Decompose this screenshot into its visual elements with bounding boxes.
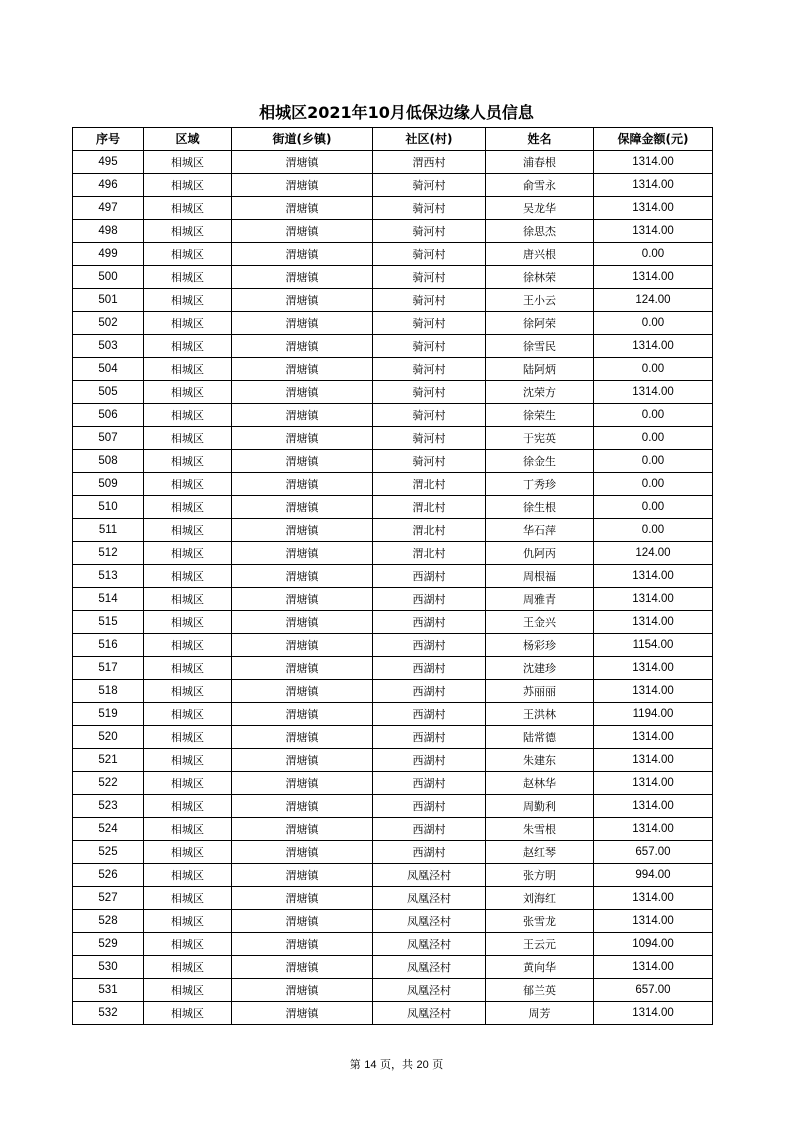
- cell-serial: 504: [73, 358, 144, 381]
- cell-serial: 530: [73, 956, 144, 979]
- header-amount: 保障金额(元): [594, 128, 713, 151]
- cell-district: 相城区: [144, 220, 232, 243]
- cell-amount: 1314.00: [594, 795, 713, 818]
- cell-street-town: 渭塘镇: [232, 404, 373, 427]
- cell-street-town: 渭塘镇: [232, 312, 373, 335]
- cell-community-village: 凤凰泾村: [373, 956, 486, 979]
- table-row: [73, 174, 713, 197]
- header-name: 姓名: [486, 128, 594, 151]
- cell-amount: 1314.00: [594, 887, 713, 910]
- cell-community-village: 西湖村: [373, 818, 486, 841]
- cell-community-village: 西湖村: [373, 749, 486, 772]
- table-row: [73, 956, 713, 979]
- cell-district: 相城区: [144, 749, 232, 772]
- cell-name: 浦春根: [486, 151, 594, 174]
- cell-serial: 508: [73, 450, 144, 473]
- cell-amount: 0.00: [594, 404, 713, 427]
- cell-name: 徐荣生: [486, 404, 594, 427]
- cell-district: 相城区: [144, 312, 232, 335]
- cell-community-village: 渭北村: [373, 519, 486, 542]
- cell-name: 朱建东: [486, 749, 594, 772]
- cell-amount: 0.00: [594, 312, 713, 335]
- table-row: [73, 795, 713, 818]
- cell-name: 陆阿炳: [486, 358, 594, 381]
- cell-district: 相城区: [144, 864, 232, 887]
- cell-name: 陆常德: [486, 726, 594, 749]
- table-row: [73, 289, 713, 312]
- cell-street-town: 渭塘镇: [232, 220, 373, 243]
- cell-street-town: 渭塘镇: [232, 703, 373, 726]
- cell-serial: 495: [73, 151, 144, 174]
- cell-amount: 657.00: [594, 841, 713, 864]
- cell-district: 相城区: [144, 565, 232, 588]
- table-row: [73, 496, 713, 519]
- cell-amount: 0.00: [594, 427, 713, 450]
- cell-amount: 1314.00: [594, 772, 713, 795]
- cell-amount: 1314.00: [594, 611, 713, 634]
- cell-street-town: 渭塘镇: [232, 427, 373, 450]
- cell-name: 刘海红: [486, 887, 594, 910]
- cell-name: 王小云: [486, 289, 594, 312]
- header-district: 区域: [144, 128, 232, 151]
- cell-district: 相城区: [144, 588, 232, 611]
- cell-name: 郁兰英: [486, 979, 594, 1002]
- cell-community-village: 西湖村: [373, 588, 486, 611]
- cell-amount: 0.00: [594, 473, 713, 496]
- cell-serial: 525: [73, 841, 144, 864]
- cell-district: 相城区: [144, 611, 232, 634]
- cell-amount: 1094.00: [594, 933, 713, 956]
- cell-name: 赵红琴: [486, 841, 594, 864]
- cell-amount: 1314.00: [594, 197, 713, 220]
- cell-serial: 502: [73, 312, 144, 335]
- cell-serial: 527: [73, 887, 144, 910]
- table-row: [73, 772, 713, 795]
- cell-name: 杨彩珍: [486, 634, 594, 657]
- cell-district: 相城区: [144, 358, 232, 381]
- cell-community-village: 西湖村: [373, 634, 486, 657]
- document-title: 相城区2021年10月低保边缘人员信息: [259, 103, 534, 122]
- table-body: [73, 151, 713, 1025]
- cell-name: 朱雪根: [486, 818, 594, 841]
- cell-serial: 497: [73, 197, 144, 220]
- cell-serial: 531: [73, 979, 144, 1002]
- cell-district: 相城区: [144, 887, 232, 910]
- cell-street-town: 渭塘镇: [232, 243, 373, 266]
- cell-name: 王云元: [486, 933, 594, 956]
- cell-district: 相城区: [144, 243, 232, 266]
- cell-district: 相城区: [144, 473, 232, 496]
- cell-name: 于宪英: [486, 427, 594, 450]
- cell-name: 俞雪永: [486, 174, 594, 197]
- cell-amount: 0.00: [594, 358, 713, 381]
- cell-serial: 513: [73, 565, 144, 588]
- cell-name: 周芳: [486, 1002, 594, 1025]
- cell-street-town: 渭塘镇: [232, 174, 373, 197]
- cell-community-village: 骑河村: [373, 427, 486, 450]
- cell-community-village: 骑河村: [373, 220, 486, 243]
- cell-serial: 496: [73, 174, 144, 197]
- table-row: [73, 588, 713, 611]
- cell-amount: 1314.00: [594, 220, 713, 243]
- cell-name: 仇阿丙: [486, 542, 594, 565]
- cell-name: 沈建珍: [486, 657, 594, 680]
- cell-community-village: 西湖村: [373, 565, 486, 588]
- cell-street-town: 渭塘镇: [232, 266, 373, 289]
- table-row: [73, 910, 713, 933]
- table-row: [73, 243, 713, 266]
- cell-name: 周雅青: [486, 588, 594, 611]
- cell-amount: 1314.00: [594, 680, 713, 703]
- cell-community-village: 骑河村: [373, 381, 486, 404]
- header-street-town: 街道(乡镇): [232, 128, 373, 151]
- cell-serial: 507: [73, 427, 144, 450]
- cell-name: 徐雪民: [486, 335, 594, 358]
- cell-amount: 0.00: [594, 519, 713, 542]
- cell-community-village: 西湖村: [373, 772, 486, 795]
- cell-serial: 506: [73, 404, 144, 427]
- cell-serial: 509: [73, 473, 144, 496]
- cell-amount: 1314.00: [594, 335, 713, 358]
- cell-street-town: 渭塘镇: [232, 726, 373, 749]
- cell-district: 相城区: [144, 450, 232, 473]
- cell-street-town: 渭塘镇: [232, 749, 373, 772]
- cell-amount: 1314.00: [594, 1002, 713, 1025]
- cell-name: 赵林华: [486, 772, 594, 795]
- cell-serial: 498: [73, 220, 144, 243]
- cell-name: 张方明: [486, 864, 594, 887]
- cell-street-town: 渭塘镇: [232, 864, 373, 887]
- cell-amount: 1314.00: [594, 588, 713, 611]
- cell-street-town: 渭塘镇: [232, 634, 373, 657]
- table-row: [73, 404, 713, 427]
- cell-name: 张雪龙: [486, 910, 594, 933]
- table-row: [73, 1002, 713, 1025]
- cell-serial: 501: [73, 289, 144, 312]
- cell-district: 相城区: [144, 956, 232, 979]
- cell-district: 相城区: [144, 726, 232, 749]
- cell-community-village: 西湖村: [373, 841, 486, 864]
- cell-district: 相城区: [144, 289, 232, 312]
- cell-name: 沈荣方: [486, 381, 594, 404]
- cell-street-town: 渭塘镇: [232, 151, 373, 174]
- table-row: [73, 427, 713, 450]
- table-row: [73, 266, 713, 289]
- table-row: [73, 703, 713, 726]
- cell-community-village: 西湖村: [373, 795, 486, 818]
- cell-street-town: 渭塘镇: [232, 358, 373, 381]
- cell-district: 相城区: [144, 427, 232, 450]
- cell-district: 相城区: [144, 519, 232, 542]
- cell-community-village: 凤凰泾村: [373, 979, 486, 1002]
- cell-community-village: 骑河村: [373, 335, 486, 358]
- cell-amount: 0.00: [594, 243, 713, 266]
- cell-district: 相城区: [144, 1002, 232, 1025]
- cell-serial: 505: [73, 381, 144, 404]
- cell-district: 相城区: [144, 634, 232, 657]
- cell-district: 相城区: [144, 841, 232, 864]
- table-row: [73, 634, 713, 657]
- cell-serial: 521: [73, 749, 144, 772]
- cell-community-village: 渭北村: [373, 542, 486, 565]
- cell-community-village: 骑河村: [373, 243, 486, 266]
- cell-amount: 0.00: [594, 450, 713, 473]
- cell-district: 相城区: [144, 381, 232, 404]
- cell-name: 华石萍: [486, 519, 594, 542]
- cell-district: 相城区: [144, 818, 232, 841]
- cell-amount: 124.00: [594, 289, 713, 312]
- table-row: [73, 841, 713, 864]
- cell-street-town: 渭塘镇: [232, 611, 373, 634]
- cell-community-village: 西湖村: [373, 726, 486, 749]
- cell-street-town: 渭塘镇: [232, 956, 373, 979]
- cell-street-town: 渭塘镇: [232, 818, 373, 841]
- table-header-row: [73, 128, 713, 151]
- cell-district: 相城区: [144, 174, 232, 197]
- cell-amount: 1314.00: [594, 956, 713, 979]
- cell-amount: 994.00: [594, 864, 713, 887]
- cell-serial: 522: [73, 772, 144, 795]
- cell-serial: 512: [73, 542, 144, 565]
- footer-middle: 页，共: [380, 1058, 413, 1071]
- cell-street-town: 渭塘镇: [232, 979, 373, 1002]
- cell-name: 王洪林: [486, 703, 594, 726]
- cell-street-town: 渭塘镇: [232, 289, 373, 312]
- table-row: [73, 933, 713, 956]
- cell-community-village: 骑河村: [373, 450, 486, 473]
- cell-street-town: 渭塘镇: [232, 542, 373, 565]
- cell-district: 相城区: [144, 335, 232, 358]
- cell-street-town: 渭塘镇: [232, 197, 373, 220]
- cell-community-village: 凤凰泾村: [373, 864, 486, 887]
- cell-serial: 503: [73, 335, 144, 358]
- cell-name: 周根福: [486, 565, 594, 588]
- table-row: [73, 335, 713, 358]
- cell-amount: 1314.00: [594, 910, 713, 933]
- cell-district: 相城区: [144, 496, 232, 519]
- table-row: [73, 749, 713, 772]
- cell-street-town: 渭塘镇: [232, 657, 373, 680]
- cell-street-town: 渭塘镇: [232, 588, 373, 611]
- cell-district: 相城区: [144, 657, 232, 680]
- table-row: [73, 197, 713, 220]
- cell-street-town: 渭塘镇: [232, 910, 373, 933]
- cell-amount: 124.00: [594, 542, 713, 565]
- footer-total-pages: 20: [416, 1059, 429, 1071]
- cell-serial: 515: [73, 611, 144, 634]
- footer-prefix: 第: [349, 1058, 361, 1071]
- cell-street-town: 渭塘镇: [232, 496, 373, 519]
- table-row: [73, 611, 713, 634]
- table-row: [73, 519, 713, 542]
- cell-district: 相城区: [144, 933, 232, 956]
- cell-serial: 520: [73, 726, 144, 749]
- cell-amount: 657.00: [594, 979, 713, 1002]
- cell-district: 相城区: [144, 151, 232, 174]
- table-row: [73, 864, 713, 887]
- cell-serial: 500: [73, 266, 144, 289]
- cell-serial: 516: [73, 634, 144, 657]
- cell-community-village: 西湖村: [373, 611, 486, 634]
- cell-street-town: 渭塘镇: [232, 565, 373, 588]
- cell-serial: 523: [73, 795, 144, 818]
- cell-name: 丁秀珍: [486, 473, 594, 496]
- table-row: [73, 450, 713, 473]
- cell-serial: 510: [73, 496, 144, 519]
- cell-district: 相城区: [144, 979, 232, 1002]
- cell-name: 徐阿荣: [486, 312, 594, 335]
- footer-current-page: 14: [364, 1059, 377, 1071]
- cell-serial: 532: [73, 1002, 144, 1025]
- header-community-village: 社区(村): [373, 128, 486, 151]
- cell-serial: 511: [73, 519, 144, 542]
- cell-street-town: 渭塘镇: [232, 795, 373, 818]
- table-row: [73, 151, 713, 174]
- cell-district: 相城区: [144, 197, 232, 220]
- cell-district: 相城区: [144, 910, 232, 933]
- cell-community-village: 凤凰泾村: [373, 887, 486, 910]
- cell-name: 黄向华: [486, 956, 594, 979]
- table-row: [73, 381, 713, 404]
- cell-serial: 518: [73, 680, 144, 703]
- cell-district: 相城区: [144, 680, 232, 703]
- table-row: [73, 542, 713, 565]
- cell-community-village: 渭西村: [373, 151, 486, 174]
- cell-community-village: 骑河村: [373, 289, 486, 312]
- data-table: [72, 127, 713, 1025]
- cell-name: 唐兴根: [486, 243, 594, 266]
- cell-community-village: 骑河村: [373, 174, 486, 197]
- table-row: [73, 220, 713, 243]
- cell-street-town: 渭塘镇: [232, 519, 373, 542]
- cell-amount: 1314.00: [594, 726, 713, 749]
- table-row: [73, 358, 713, 381]
- cell-serial: 528: [73, 910, 144, 933]
- cell-community-village: 凤凰泾村: [373, 910, 486, 933]
- table-row: [73, 726, 713, 749]
- cell-community-village: 渭北村: [373, 496, 486, 519]
- cell-name: 苏丽丽: [486, 680, 594, 703]
- cell-name: 吴龙华: [486, 197, 594, 220]
- table-row: [73, 818, 713, 841]
- cell-community-village: 渭北村: [373, 473, 486, 496]
- cell-community-village: 骑河村: [373, 312, 486, 335]
- cell-street-town: 渭塘镇: [232, 1002, 373, 1025]
- cell-amount: 0.00: [594, 496, 713, 519]
- cell-community-village: 骑河村: [373, 197, 486, 220]
- cell-street-town: 渭塘镇: [232, 772, 373, 795]
- cell-district: 相城区: [144, 703, 232, 726]
- cell-street-town: 渭塘镇: [232, 450, 373, 473]
- cell-community-village: 骑河村: [373, 358, 486, 381]
- cell-name: 徐林荣: [486, 266, 594, 289]
- cell-district: 相城区: [144, 404, 232, 427]
- table-row: [73, 657, 713, 680]
- cell-community-village: 凤凰泾村: [373, 1002, 486, 1025]
- cell-amount: 1314.00: [594, 151, 713, 174]
- cell-community-village: 骑河村: [373, 266, 486, 289]
- cell-amount: 1314.00: [594, 174, 713, 197]
- page-footer: [0, 1058, 793, 1072]
- cell-serial: 514: [73, 588, 144, 611]
- cell-name: 徐生根: [486, 496, 594, 519]
- cell-serial: 517: [73, 657, 144, 680]
- cell-district: 相城区: [144, 795, 232, 818]
- cell-name: 徐金生: [486, 450, 594, 473]
- footer-suffix: 页: [432, 1058, 444, 1071]
- cell-street-town: 渭塘镇: [232, 381, 373, 404]
- cell-street-town: 渭塘镇: [232, 933, 373, 956]
- cell-street-town: 渭塘镇: [232, 841, 373, 864]
- cell-serial: 519: [73, 703, 144, 726]
- table-row: [73, 979, 713, 1002]
- table-row: [73, 473, 713, 496]
- cell-street-town: 渭塘镇: [232, 473, 373, 496]
- table-row: [73, 887, 713, 910]
- cell-community-village: 骑河村: [373, 404, 486, 427]
- cell-amount: 1314.00: [594, 565, 713, 588]
- table-row: [73, 312, 713, 335]
- cell-amount: 1314.00: [594, 749, 713, 772]
- cell-amount: 1314.00: [594, 266, 713, 289]
- cell-amount: 1154.00: [594, 634, 713, 657]
- cell-district: 相城区: [144, 542, 232, 565]
- cell-street-town: 渭塘镇: [232, 887, 373, 910]
- cell-serial: 499: [73, 243, 144, 266]
- cell-amount: 1314.00: [594, 657, 713, 680]
- cell-name: 王金兴: [486, 611, 594, 634]
- cell-district: 相城区: [144, 266, 232, 289]
- header-serial: 序号: [73, 128, 144, 151]
- cell-name: 周勤利: [486, 795, 594, 818]
- cell-district: 相城区: [144, 772, 232, 795]
- cell-amount: 1194.00: [594, 703, 713, 726]
- table-row: [73, 565, 713, 588]
- table-row: [73, 680, 713, 703]
- cell-name: 徐思杰: [486, 220, 594, 243]
- cell-serial: 526: [73, 864, 144, 887]
- cell-serial: 524: [73, 818, 144, 841]
- cell-community-village: 凤凰泾村: [373, 933, 486, 956]
- cell-amount: 1314.00: [594, 381, 713, 404]
- cell-amount: 1314.00: [594, 818, 713, 841]
- cell-serial: 529: [73, 933, 144, 956]
- cell-community-village: 西湖村: [373, 680, 486, 703]
- cell-community-village: 西湖村: [373, 703, 486, 726]
- cell-community-village: 西湖村: [373, 657, 486, 680]
- cell-street-town: 渭塘镇: [232, 680, 373, 703]
- cell-street-town: 渭塘镇: [232, 335, 373, 358]
